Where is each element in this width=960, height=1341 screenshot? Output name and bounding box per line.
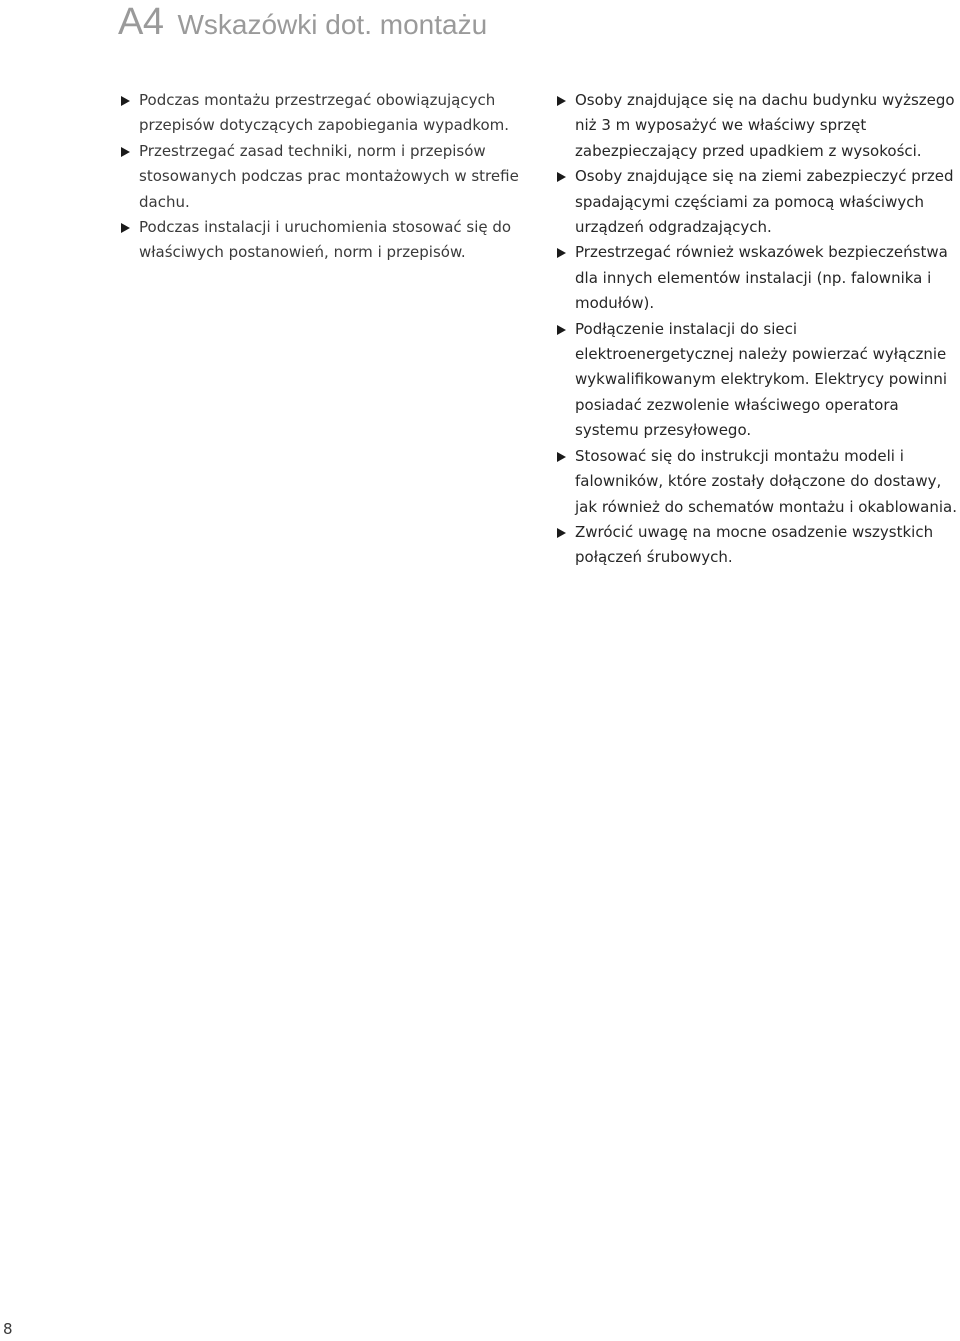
list-item-text: Podczas montażu przestrzegać obowiązujących przepisów dotyczących zapobiegania wypadkom. [139, 91, 510, 135]
triangle-right-icon [121, 147, 130, 157]
list-item [120, 139, 520, 215]
triangle-right-icon [557, 172, 566, 182]
list-item-text: Przestrzegać również wskazówek bezpieczeństwa dla innych elementów instalacji (np. falownika i modułów). [575, 243, 948, 313]
triangle-right-icon [557, 248, 566, 258]
triangle-right-icon [557, 325, 566, 335]
list-item-text: Stosować się do instrukcji montażu modeli i falowników, które zostały dołączone do dostawy, jak również do schematów montażu i okablowania. [575, 446, 958, 516]
triangle-right-icon [557, 528, 566, 538]
list-item [556, 240, 958, 316]
page-number: 8 [3, 1320, 13, 1338]
list-item [556, 164, 958, 240]
triangle-right-icon [557, 96, 566, 106]
triangle-right-icon [557, 452, 566, 462]
list-item-text: Osoby znajdujące się na ziemi zabezpieczyć przed spadającymi częściami za pomocą właściwych urządzeń odgradzających. [575, 167, 954, 237]
page-title: Wskazówki dot. montażu [177, 9, 488, 40]
list-item-text: Zwrócić uwagę na mocne osadzenie wszystkich połączeń śrubowych. [575, 522, 934, 567]
triangle-right-icon [121, 223, 130, 233]
list-item [556, 88, 958, 164]
list-item-text: Podczas instalacji i uruchomienia stosować się do właściwych postanowień, norm i przepisów. [139, 218, 512, 262]
list-item-text: Przestrzegać zasad techniki, norm i przepisów stosowanych podczas prac montażowych w strefie dachu. [139, 141, 519, 211]
list-item [556, 520, 958, 571]
left-column-list [120, 88, 520, 266]
list-item [120, 88, 520, 139]
list-item [556, 317, 958, 444]
list-item [120, 215, 520, 266]
list-item [556, 444, 958, 520]
list-item-text: Osoby znajdujące się na dachu budynku wyższego niż 3 m wyposażyć we właściwy sprzęt zabezpieczający przed upadkiem z wysokości. [575, 91, 955, 160]
right-column-list [556, 88, 958, 571]
section-number: A4 [118, 1, 164, 43]
triangle-right-icon [121, 96, 130, 106]
page-header [118, 0, 487, 47]
list-item-text: Podłączenie instalacji do sieci elektroenergetycznej należy powierzać wyłącznie wykwalifikowanym elektrykom. Elektrycy powinni posiadać zezwolenie właściwego operatora systemu przesyłowego. [575, 319, 948, 440]
